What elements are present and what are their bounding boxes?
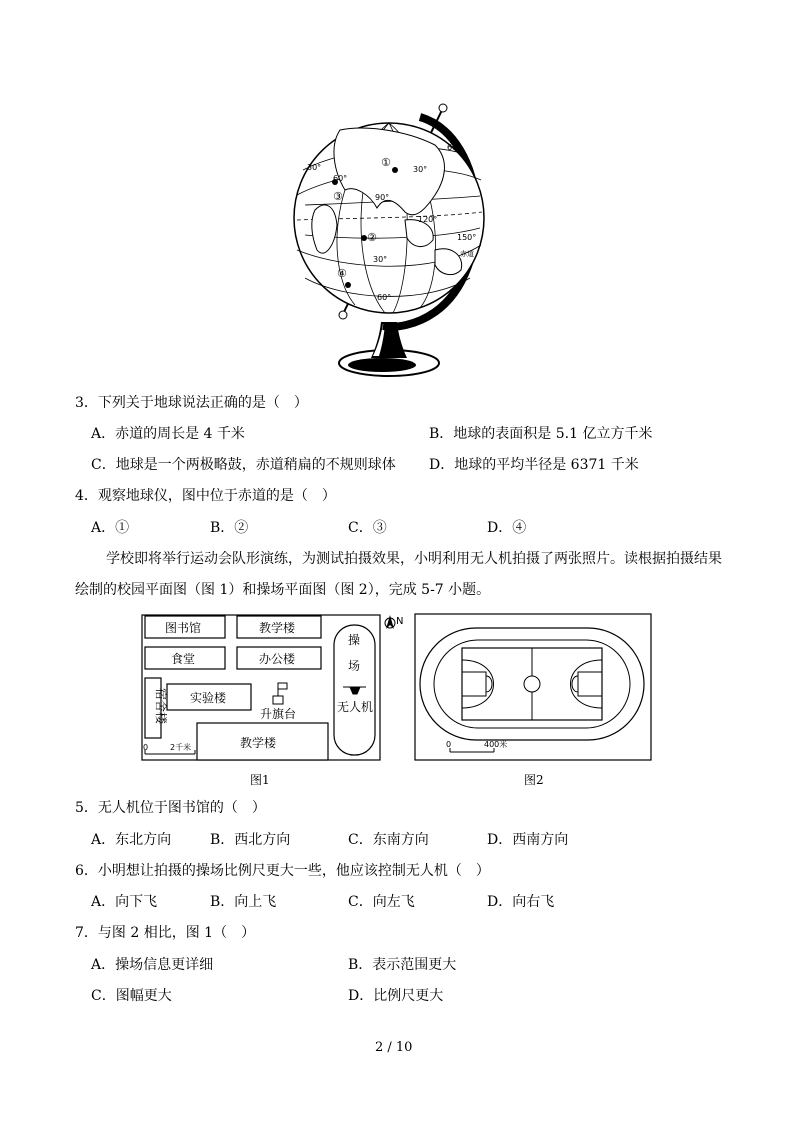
globe-lon90: 90° [375,193,390,202]
q6-option-d[interactable]: D．向右飞 [487,894,555,910]
q3-stem: 3．下列关于地球说法正确的是（ ） [75,395,308,411]
q4-option-c[interactable]: C．③ [348,520,387,536]
globe-point-4-label: ④ [337,267,347,280]
q5-option-a[interactable]: A．东北方向 [91,832,172,848]
q3-option-b[interactable]: B．地球的表面积是 5.1 亿立方千米 [429,426,653,442]
globe-point-1-label: ① [381,156,391,169]
label-office: 办公楼 [259,652,296,666]
globe-point-3-label: ③ [333,190,343,203]
figure-1-campus-map [140,610,410,765]
label-north: N [396,616,404,627]
flag-podium [273,696,283,704]
figure-2-playground-plan [414,612,654,764]
q5-option-b[interactable]: B．西北方向 [210,832,291,848]
passage-line-2: 绘制的校园平面图（图 1）和操场平面图（图 2），完成 5-7 小题。 [75,582,491,598]
q5-option-d[interactable]: D．西南方向 [487,832,569,848]
q5-stem: 5．无人机位于图书馆的（ ） [75,800,266,816]
globe-lat30-right: 30° [413,165,428,174]
center-circle [524,676,540,692]
q7-option-a[interactable]: A．操场信息更详细 [91,957,214,973]
flag-icon [278,683,287,689]
q6-option-b[interactable]: B．向上飞 [210,894,277,910]
globe-equator-word: 赤道 [460,250,474,258]
figure-1-caption: 图1 [250,773,270,787]
q7-stem: 7．与图 2 相比，图 1（ ） [75,925,256,941]
globe-point-4 [345,282,351,288]
page-number: 2 / 10 [375,1040,413,1055]
q7-option-b[interactable]: B．表示范围更大 [348,957,457,973]
globe-lon120: 120° [418,215,438,224]
label-lab: 实验楼 [190,691,227,705]
q4-option-d[interactable]: D．④ [487,520,527,536]
north-arrow-icon [385,615,395,629]
label-teaching-bottom: 教学楼 [240,736,277,750]
q4-option-a[interactable]: A．① [91,520,130,536]
label-library: 图书馆 [165,621,202,635]
q7-option-d[interactable]: D．比例尺更大 [348,988,444,1004]
label-flag: 升旗台 [260,707,297,721]
q4-stem: 4．观察地球仪，图中位于赤道的是（ ） [75,488,336,504]
scale-value-fig1: 2千米 [170,743,192,752]
globe-point-1 [392,167,398,173]
label-playground-1: 操 [348,633,361,647]
q5-option-c[interactable]: C．东南方向 [348,832,429,848]
q3-option-d[interactable]: D．地球的平均半径是 6371 千米 [429,457,639,473]
scale-zero-fig1: 0 [143,743,149,752]
globe-lat60-top: 60° [447,143,462,152]
globe-lat30-left: 30° [307,163,322,172]
globe-lat30-bottom: 30° [373,255,388,264]
q6-option-c[interactable]: C．向左飞 [348,894,415,910]
globe-point-2-label: ② [367,231,377,244]
q7-option-c[interactable]: C．图幅更大 [91,988,172,1004]
passage-line-1: 学校即将举行运动会队形演练，为测试拍摄效果，小明利用无人机拍摄了两张照片。读根据拍摄结果 [106,551,722,567]
label-teaching-top: 教学楼 [259,621,296,635]
scale-value-fig2: 400米 [484,740,508,749]
q4-option-b[interactable]: B．② [210,520,249,536]
figure-2-caption: 图2 [524,773,544,787]
q3-option-c[interactable]: C．地球是一个两极略鼓，赤道稍扁的不规则球体 [91,457,396,473]
globe-lat60-left: 60° [333,174,348,183]
label-playground-2: 场 [348,659,361,673]
globe-figure [285,100,510,385]
label-canteen: 食堂 [171,652,196,666]
q3-option-a[interactable]: A．赤道的周长是 4 千米 [91,426,245,442]
globe-lon150: 150° [457,233,477,242]
q6-stem: 6．小明想让拍摄的操场比例尺更大一些，他应该控制无人机（ ） [75,863,490,879]
label-dorm: 宿舍楼 [154,688,168,725]
scale-zero-fig2: 0 [446,740,452,749]
globe-lat60-bottom: 60° [377,293,392,302]
label-drone: 无人机 [337,700,374,714]
q6-option-a[interactable]: A．向下飞 [91,894,158,910]
globe-stand-base-shadow [348,358,416,372]
